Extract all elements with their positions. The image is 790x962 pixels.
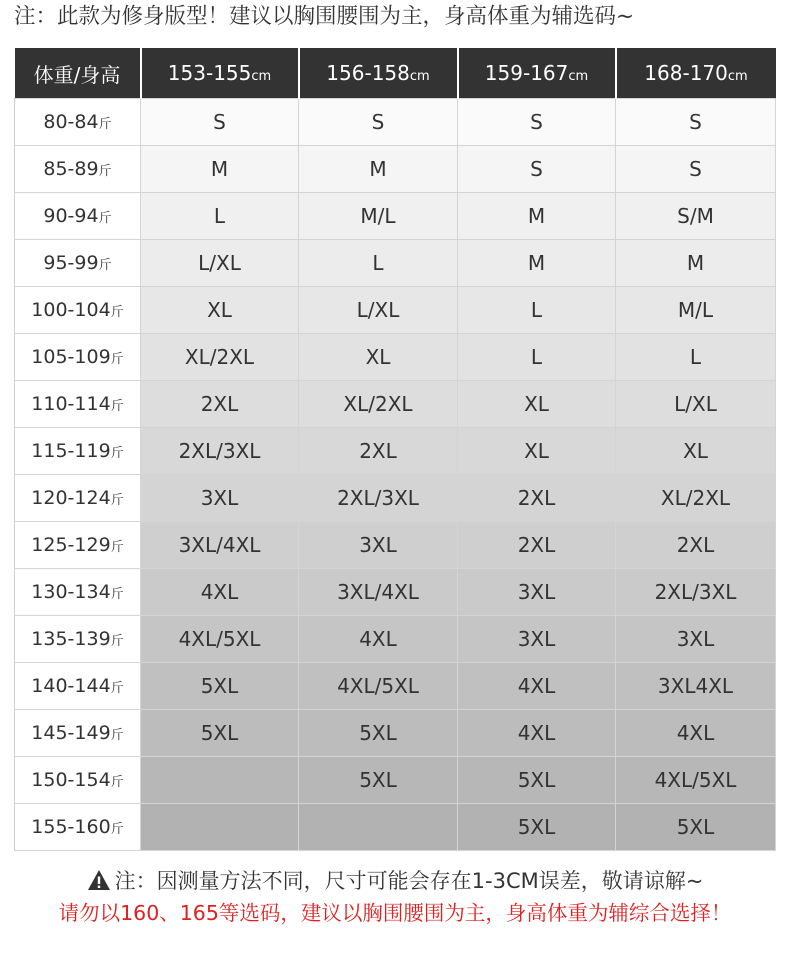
- weight-unit: 斤: [110, 681, 124, 696]
- size-cell: 2XL/3XL: [141, 428, 299, 475]
- header-row: [15, 48, 776, 99]
- size-cell: 2XL: [458, 475, 616, 522]
- size-cell: M/L: [616, 287, 776, 334]
- weight-range-cell: [15, 287, 141, 334]
- height-unit: cm: [568, 69, 589, 84]
- size-cell: 3XL4XL: [616, 663, 776, 710]
- table-row: [15, 804, 776, 851]
- weight-range: 110-114: [31, 393, 111, 415]
- weight-range-cell: [15, 240, 141, 287]
- weight-range: 130-134: [31, 581, 111, 603]
- height-range: 159-167: [484, 61, 569, 85]
- weight-unit: 斤: [110, 634, 124, 649]
- height-column-header: [458, 48, 616, 99]
- size-cell: M: [458, 193, 616, 240]
- size-cell: 5XL: [299, 757, 458, 804]
- table-row: [15, 193, 776, 240]
- size-cell: 2XL/3XL: [299, 475, 458, 522]
- weight-range-cell: [15, 663, 141, 710]
- height-range: 156-158: [326, 61, 410, 85]
- weight-unit: 斤: [110, 587, 124, 602]
- table-row: [15, 99, 776, 146]
- size-cell: 5XL: [141, 710, 299, 757]
- corner-header: 体重/身高: [15, 48, 141, 99]
- size-cell: S: [458, 99, 616, 146]
- size-cell: [141, 757, 299, 804]
- size-cell: 5XL: [458, 757, 616, 804]
- size-cell: 4XL: [458, 710, 616, 757]
- weight-range: 120-124: [31, 487, 111, 509]
- weight-range-cell: [15, 710, 141, 757]
- size-cell: XL/2XL: [299, 381, 458, 428]
- size-cell: L: [299, 240, 458, 287]
- weight-range: 125-129: [31, 534, 111, 556]
- size-cell: XL: [141, 287, 299, 334]
- table-row: [15, 616, 776, 663]
- height-unit: cm: [409, 69, 430, 84]
- size-cell: M/L: [299, 193, 458, 240]
- table-row: [15, 475, 776, 522]
- size-cell: 3XL: [141, 475, 299, 522]
- size-cell: 4XL/5XL: [141, 616, 299, 663]
- size-cell: XL: [299, 334, 458, 381]
- size-chart-table: [14, 48, 776, 851]
- weight-unit: 斤: [110, 352, 124, 367]
- table-row: [15, 240, 776, 287]
- size-cell: 3XL: [299, 522, 458, 569]
- weight-range: 90-94: [43, 205, 99, 227]
- size-cell: [299, 804, 458, 851]
- weight-range-cell: [15, 334, 141, 381]
- weight-range: 80-84: [43, 111, 99, 133]
- table-row: [15, 146, 776, 193]
- size-cell: 5XL: [141, 663, 299, 710]
- weight-range: 100-104: [31, 299, 111, 321]
- size-cell: L: [458, 287, 616, 334]
- weight-range-cell: [15, 146, 141, 193]
- size-cell: 4XL: [458, 663, 616, 710]
- height-range: 153-155: [167, 61, 252, 85]
- size-cell: XL: [616, 428, 776, 475]
- weight-range: 135-139: [31, 628, 111, 650]
- table-row: [15, 710, 776, 757]
- weight-range-cell: [15, 522, 141, 569]
- warning-triangle-icon: [87, 869, 111, 899]
- size-cell: M: [299, 146, 458, 193]
- weight-unit: 斤: [110, 446, 124, 461]
- size-cell: 5XL: [458, 804, 616, 851]
- weight-unit: 斤: [98, 117, 112, 132]
- weight-unit: 斤: [98, 211, 112, 226]
- size-cell: 2XL: [616, 522, 776, 569]
- size-cell: 4XL/5XL: [616, 757, 776, 804]
- height-unit: cm: [727, 69, 748, 84]
- table-row: [15, 757, 776, 804]
- size-cell: 5XL: [299, 710, 458, 757]
- height-column-header: [141, 48, 299, 99]
- weight-unit: 斤: [110, 775, 124, 790]
- weight-range-cell: [15, 428, 141, 475]
- measurement-note: [0, 866, 790, 899]
- top-note: 注：此款为修身版型！建议以胸围腰围为主，身高体重为辅选码~: [14, 4, 635, 29]
- weight-unit: 斤: [110, 399, 124, 414]
- height-column-header: [299, 48, 458, 99]
- size-cell: S: [616, 146, 776, 193]
- weight-range: 95-99: [43, 252, 99, 274]
- size-cell: 3XL: [458, 616, 616, 663]
- size-cell: L/XL: [141, 240, 299, 287]
- weight-range: 115-119: [31, 440, 111, 462]
- size-cell: L: [141, 193, 299, 240]
- size-cell: 5XL: [616, 804, 776, 851]
- table-row: [15, 334, 776, 381]
- size-cell: L: [616, 334, 776, 381]
- size-cell: 3XL: [458, 569, 616, 616]
- weight-range-cell: [15, 381, 141, 428]
- size-cell: XL/2XL: [616, 475, 776, 522]
- weight-range: 155-160: [31, 816, 111, 838]
- size-cell: L/XL: [299, 287, 458, 334]
- size-cell: S: [299, 99, 458, 146]
- weight-range-cell: [15, 99, 141, 146]
- weight-unit: 斤: [98, 258, 112, 273]
- weight-range-cell: [15, 193, 141, 240]
- weight-unit: 斤: [110, 728, 124, 743]
- weight-range: 105-109: [31, 346, 111, 368]
- weight-unit: 斤: [98, 164, 112, 179]
- size-cell: S: [616, 99, 776, 146]
- size-cell: 3XL: [616, 616, 776, 663]
- size-cell: 4XL: [141, 569, 299, 616]
- height-range: 168-170: [644, 61, 728, 85]
- weight-range-cell: [15, 616, 141, 663]
- size-cell: 4XL/5XL: [299, 663, 458, 710]
- size-cell: XL: [458, 428, 616, 475]
- size-cell: L/XL: [616, 381, 776, 428]
- table-row: [15, 381, 776, 428]
- measurement-note-text: 注：因测量方法不同，尺寸可能会存在1-3CM误差，敬请谅解~: [114, 869, 704, 893]
- weight-range-cell: [15, 475, 141, 522]
- table-row: [15, 428, 776, 475]
- weight-range: 150-154: [31, 769, 111, 791]
- sizing-advice-note: 请勿以160、165等选码，建议以胸围腰围为主，身高体重为辅综合选择！: [58, 901, 732, 925]
- size-cell: XL/2XL: [141, 334, 299, 381]
- size-cell: M: [458, 240, 616, 287]
- weight-unit: 斤: [110, 493, 124, 508]
- table-row: [15, 569, 776, 616]
- size-cell: 2XL/3XL: [616, 569, 776, 616]
- size-cell: L: [458, 334, 616, 381]
- height-column-header: [616, 48, 776, 99]
- weight-range: 145-149: [31, 722, 111, 744]
- weight-range-cell: [15, 757, 141, 804]
- weight-range-cell: [15, 569, 141, 616]
- size-cell: [141, 804, 299, 851]
- size-cell: 4XL: [616, 710, 776, 757]
- size-cell: S: [458, 146, 616, 193]
- size-cell: 2XL: [141, 381, 299, 428]
- size-cell: M: [616, 240, 776, 287]
- size-cell: S/M: [616, 193, 776, 240]
- table-row: [15, 287, 776, 334]
- size-cell: 2XL: [458, 522, 616, 569]
- size-cell: 3XL/4XL: [141, 522, 299, 569]
- size-cell: 3XL/4XL: [299, 569, 458, 616]
- weight-unit: 斤: [110, 822, 124, 837]
- size-cell: 2XL: [299, 428, 458, 475]
- size-cell: M: [141, 146, 299, 193]
- size-cell: XL: [458, 381, 616, 428]
- table-row: [15, 663, 776, 710]
- table-row: [15, 522, 776, 569]
- weight-unit: 斤: [110, 540, 124, 555]
- weight-range: 140-144: [31, 675, 111, 697]
- height-unit: cm: [251, 69, 272, 84]
- size-cell: 4XL: [299, 616, 458, 663]
- weight-unit: 斤: [110, 305, 124, 320]
- size-cell: S: [141, 99, 299, 146]
- weight-range-cell: [15, 804, 141, 851]
- weight-range: 85-89: [43, 158, 99, 180]
